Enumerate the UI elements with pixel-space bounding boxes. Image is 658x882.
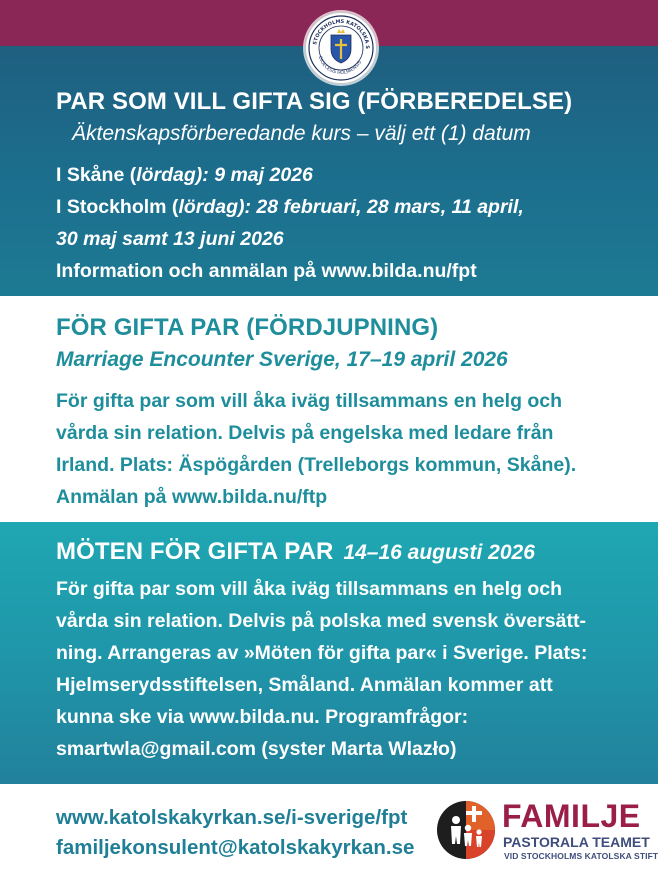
section2-line: vårda sin relation. Delvis på engelska med ledare från	[56, 422, 554, 444]
section3-title: MÖTEN FÖR GIFTA PAR	[56, 538, 334, 565]
section1-stockholm-line-2	[56, 228, 284, 251]
section3-heading	[56, 538, 535, 566]
brand-team: PASTORALA TEAMET	[503, 834, 650, 850]
stockholm-dates-2: 30 maj samt 13 juni 2026	[56, 228, 284, 250]
skane-day: lördag	[136, 164, 196, 186]
stockholm-prefix: I Stockholm (	[56, 196, 179, 218]
section3-dates: 14–16 augusti 2026	[343, 541, 535, 564]
skane-dates: ): 9 maj 2026	[195, 164, 313, 186]
stockholm-dates: ): 28 februari, 28 mars, 11 april,	[238, 196, 524, 218]
section2-line: För gifta par som vill åka iväg tillsammans en helg och	[56, 390, 563, 412]
section3-line: ning. Arrangeras av »Möten för gifta par« i Sverige. Plats:	[56, 642, 588, 664]
brand-org: VID STOCKHOLMS KATOLSKA STIFT	[504, 851, 658, 861]
section1-subtitle: Äktenskapsförberedande kurs – välj ett (1) datum	[72, 122, 531, 145]
svg-text:STOCKHOLMS KATOLSKA STIFT: STOCKHOLMS KATOLSKA S	[312, 18, 371, 50]
skane-prefix: I Skåne (	[56, 164, 137, 186]
brand-name: FAMILJE	[502, 798, 641, 834]
section2-title: FÖR GIFTA PAR (FÖRDJUPNING)	[56, 314, 439, 341]
section2-line: Irland. Plats: Äspögården (Trelleborgs kommun, Skåne).	[56, 454, 577, 476]
section1-stockholm-line	[56, 196, 524, 219]
email-link[interactable]: familjekonsulent@katolskakyrkan.se	[56, 836, 415, 859]
stockholm-day: lördag	[178, 196, 239, 218]
diocese-seal-icon	[305, 12, 377, 84]
section3-line: smartwla@gmail.com (syster Marta Wlazło)	[56, 738, 457, 760]
section3-line: kunna ske via www.bilda.nu. Programfrågor:	[56, 706, 469, 728]
section-meetings-for-married-couples	[0, 522, 658, 784]
section2-subtitle: Marriage Encounter Sverige, 17–19 april 2026	[56, 348, 508, 371]
section1-title: PAR SOM VILL GIFTA SIG (FÖRBEREDELSE)	[56, 88, 573, 115]
family-silhouettes-icon	[436, 800, 496, 860]
section2-line: Anmälan på www.bilda.nu/ftp	[56, 486, 328, 508]
svg-text:DIOECESIS HOLMIENSIS: DIOECESIS HOLMIENSIS	[316, 55, 364, 77]
section1-skane-line	[56, 164, 313, 187]
section3-line: vårda sin relation. Delvis på polska med svensk översätt-	[56, 610, 586, 632]
section3-line: Hjelmserydsstiftelsen, Småland. Anmälan kommer att	[56, 674, 553, 696]
section-married-couples-deepening	[0, 296, 658, 522]
section3-line: För gifta par som vill åka iväg tillsammans en helg och	[56, 578, 563, 600]
section-engaged-couples	[0, 46, 658, 296]
section1-info-line: Information och anmälan på www.bilda.nu/fpt	[56, 260, 477, 282]
website-link[interactable]: www.katolskakyrkan.se/i-sverige/fpt	[56, 806, 408, 829]
